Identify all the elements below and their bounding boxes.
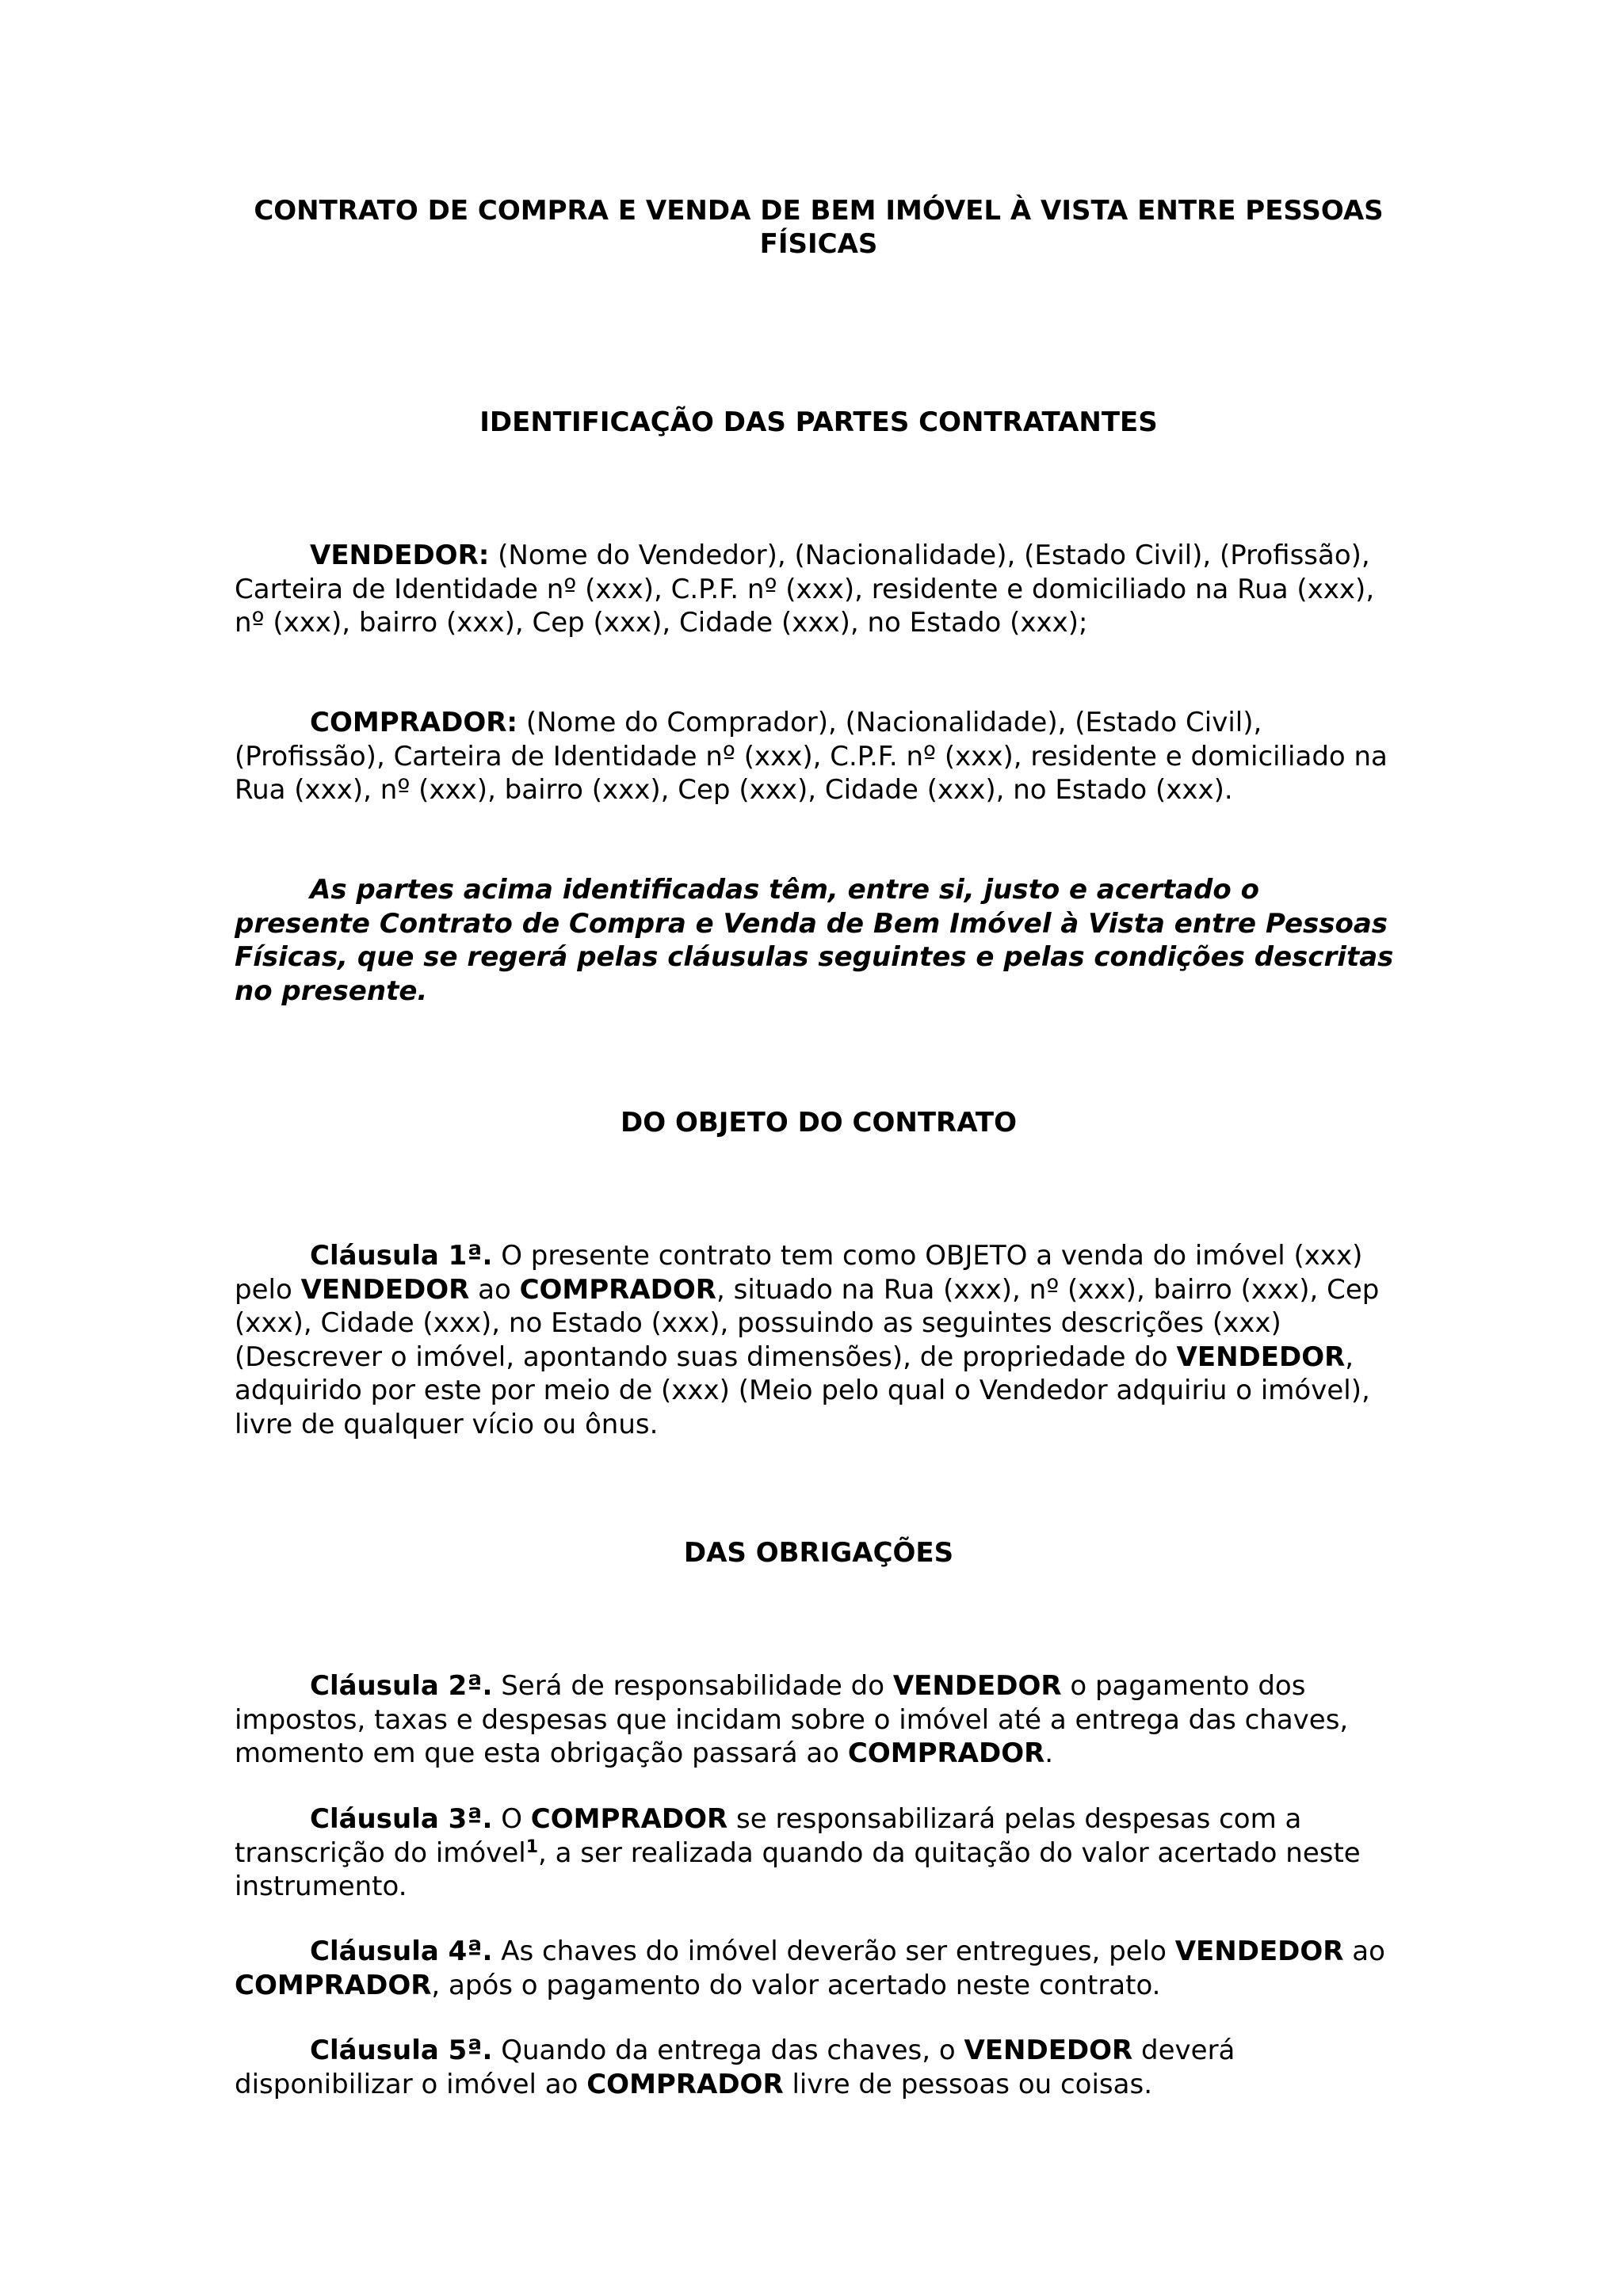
clause-1-text-a: O presente contrato tem como OBJETO a venda do imóvel (xxx) pelo (235, 1240, 1363, 1306)
clause-4-text-c: , após o pagamento do valor acertado neste contrato. (431, 1969, 1161, 2001)
section-heading-obrigacoes: DAS OBRIGAÇÕES (683, 1537, 954, 1569)
preamble-paragraph: As partes acima identificadas têm, entre si, justo e acertado o presente Contrato de Compra e Venda de Bem Imóvel à Vista entre Pessoas Físicas, que se regerá pelas cláusulas seguintes e pelas condições descritas no presente. (235, 874, 1394, 1007)
clause-1-text-c: , situado na Rua (xxx), nº (xxx), bairro (xxx), Cep (xxx), Cidade (xxx), no Estado (xxx), possuindo as seguintes descrições (xxx) (Descrever o imóvel, apontando suas dimensões), de propriedade do (235, 1273, 1380, 1373)
clause-4-paragraph (235, 1935, 1403, 2002)
clause-3-text-a: O (492, 1803, 531, 1835)
clause-2-text-b: o pagamento dos impostos, taxas e despesas que incidam sobre o imóvel até a entrega das chaves, momento em que esta obrigação passará ao (235, 1670, 1349, 1769)
clause-5-text-a: Quando da entrega das chaves, o (492, 2035, 964, 2066)
clause-5-text-b: deverá disponibilizar o imóvel ao (235, 2035, 1235, 2100)
vendedor-label: VENDEDOR: (310, 540, 490, 571)
footnote-marker[interactable]: 1 (525, 1836, 539, 1857)
clause-5-vendedor: VENDEDOR (964, 2035, 1133, 2066)
clause-4-text-b: ao (1343, 1936, 1385, 1967)
clause-4-label: Cláusula 4ª. (310, 1936, 493, 1967)
section-heading-identificacao: IDENTIFICAÇÃO DAS PARTES CONTRATANTES (479, 406, 1158, 438)
section-heading-objeto: DO OBJETO DO CONTRATO (620, 1107, 1017, 1138)
clause-1-text-b: ao (469, 1273, 520, 1306)
clause-5-comprador: COMPRADOR (586, 2068, 784, 2100)
vendedor-paragraph (235, 539, 1403, 640)
clause-2-text-a: Será de responsabilidade do (492, 1670, 893, 1702)
clause-1-text-d: , adquirido por este por meio de (xxx) (Meio pelo qual o Vendedor adquiriu o imóvel), livre de qualquer vício ou ônus. (235, 1341, 1370, 1440)
clause-1-vendedor: VENDEDOR (300, 1273, 470, 1306)
clause-1-paragraph (235, 1239, 1403, 1441)
clause-4-vendedor: VENDEDOR (1174, 1936, 1344, 1967)
clause-1-label: Cláusula 1ª. (310, 1240, 493, 1272)
clause-2-vendedor: VENDEDOR (892, 1670, 1062, 1702)
clause-3-comprador: COMPRADOR (530, 1803, 728, 1835)
clause-4-text-a: As chaves do imóvel deverão ser entregues, pelo (492, 1936, 1175, 1967)
comprador-label: COMPRADOR: (310, 707, 518, 738)
document-title: CONTRATO DE COMPRA E VENDA DE BEM IMÓVEL À VISTA ENTRE PESSOAS FÍSICAS (254, 195, 1384, 260)
clause-5-paragraph (235, 2034, 1403, 2101)
comprador-paragraph (235, 706, 1403, 807)
clause-4-comprador: COMPRADOR (235, 1969, 432, 2001)
clause-2-label: Cláusula 2ª. (310, 1670, 493, 1702)
comprador-details: (Nome do Comprador), (Nacionalidade), (Estado Civil), (Profissão), Carteira de Identidade nº (xxx), C.P.F. nº (xxx), residente e domiciliado na Rua (xxx), nº (xxx), bairro (xxx), Cep (xxx), Cidade (xxx), no Estado (xxx). (235, 707, 1388, 806)
clause-2-paragraph (235, 1669, 1403, 1771)
clause-2-text-c: . (1044, 1737, 1054, 1769)
clause-2-comprador: COMPRADOR (847, 1737, 1045, 1769)
clause-1-comprador: COMPRADOR (519, 1273, 716, 1306)
clause-5-text-c: livre de pessoas ou coisas. (783, 2068, 1152, 2100)
clause-3-text-b: se responsabilizará pelas despesas com a transcrição do imóvel (235, 1803, 1302, 1869)
clause-3-paragraph (235, 1802, 1403, 1904)
clause-3-text-c: , a ser realizada quando da quitação do valor acertado neste instrumento. (235, 1836, 1361, 1902)
clause-5-label: Cláusula 5ª. (310, 2035, 493, 2066)
clause-3-label: Cláusula 3ª. (310, 1803, 493, 1835)
vendedor-details: (Nome do Vendedor), (Nacionalidade), (Estado Civil), (Profissão), Carteira de Identidade nº (xxx), C.P.F. nº (xxx), residente e domiciliado na Rua (xxx), nº (xxx), bairro (xxx), Cep (xxx), Cidade (xxx), no Estado (xxx); (235, 540, 1375, 639)
clause-1-vendedor-2: VENDEDOR (1176, 1341, 1346, 1373)
